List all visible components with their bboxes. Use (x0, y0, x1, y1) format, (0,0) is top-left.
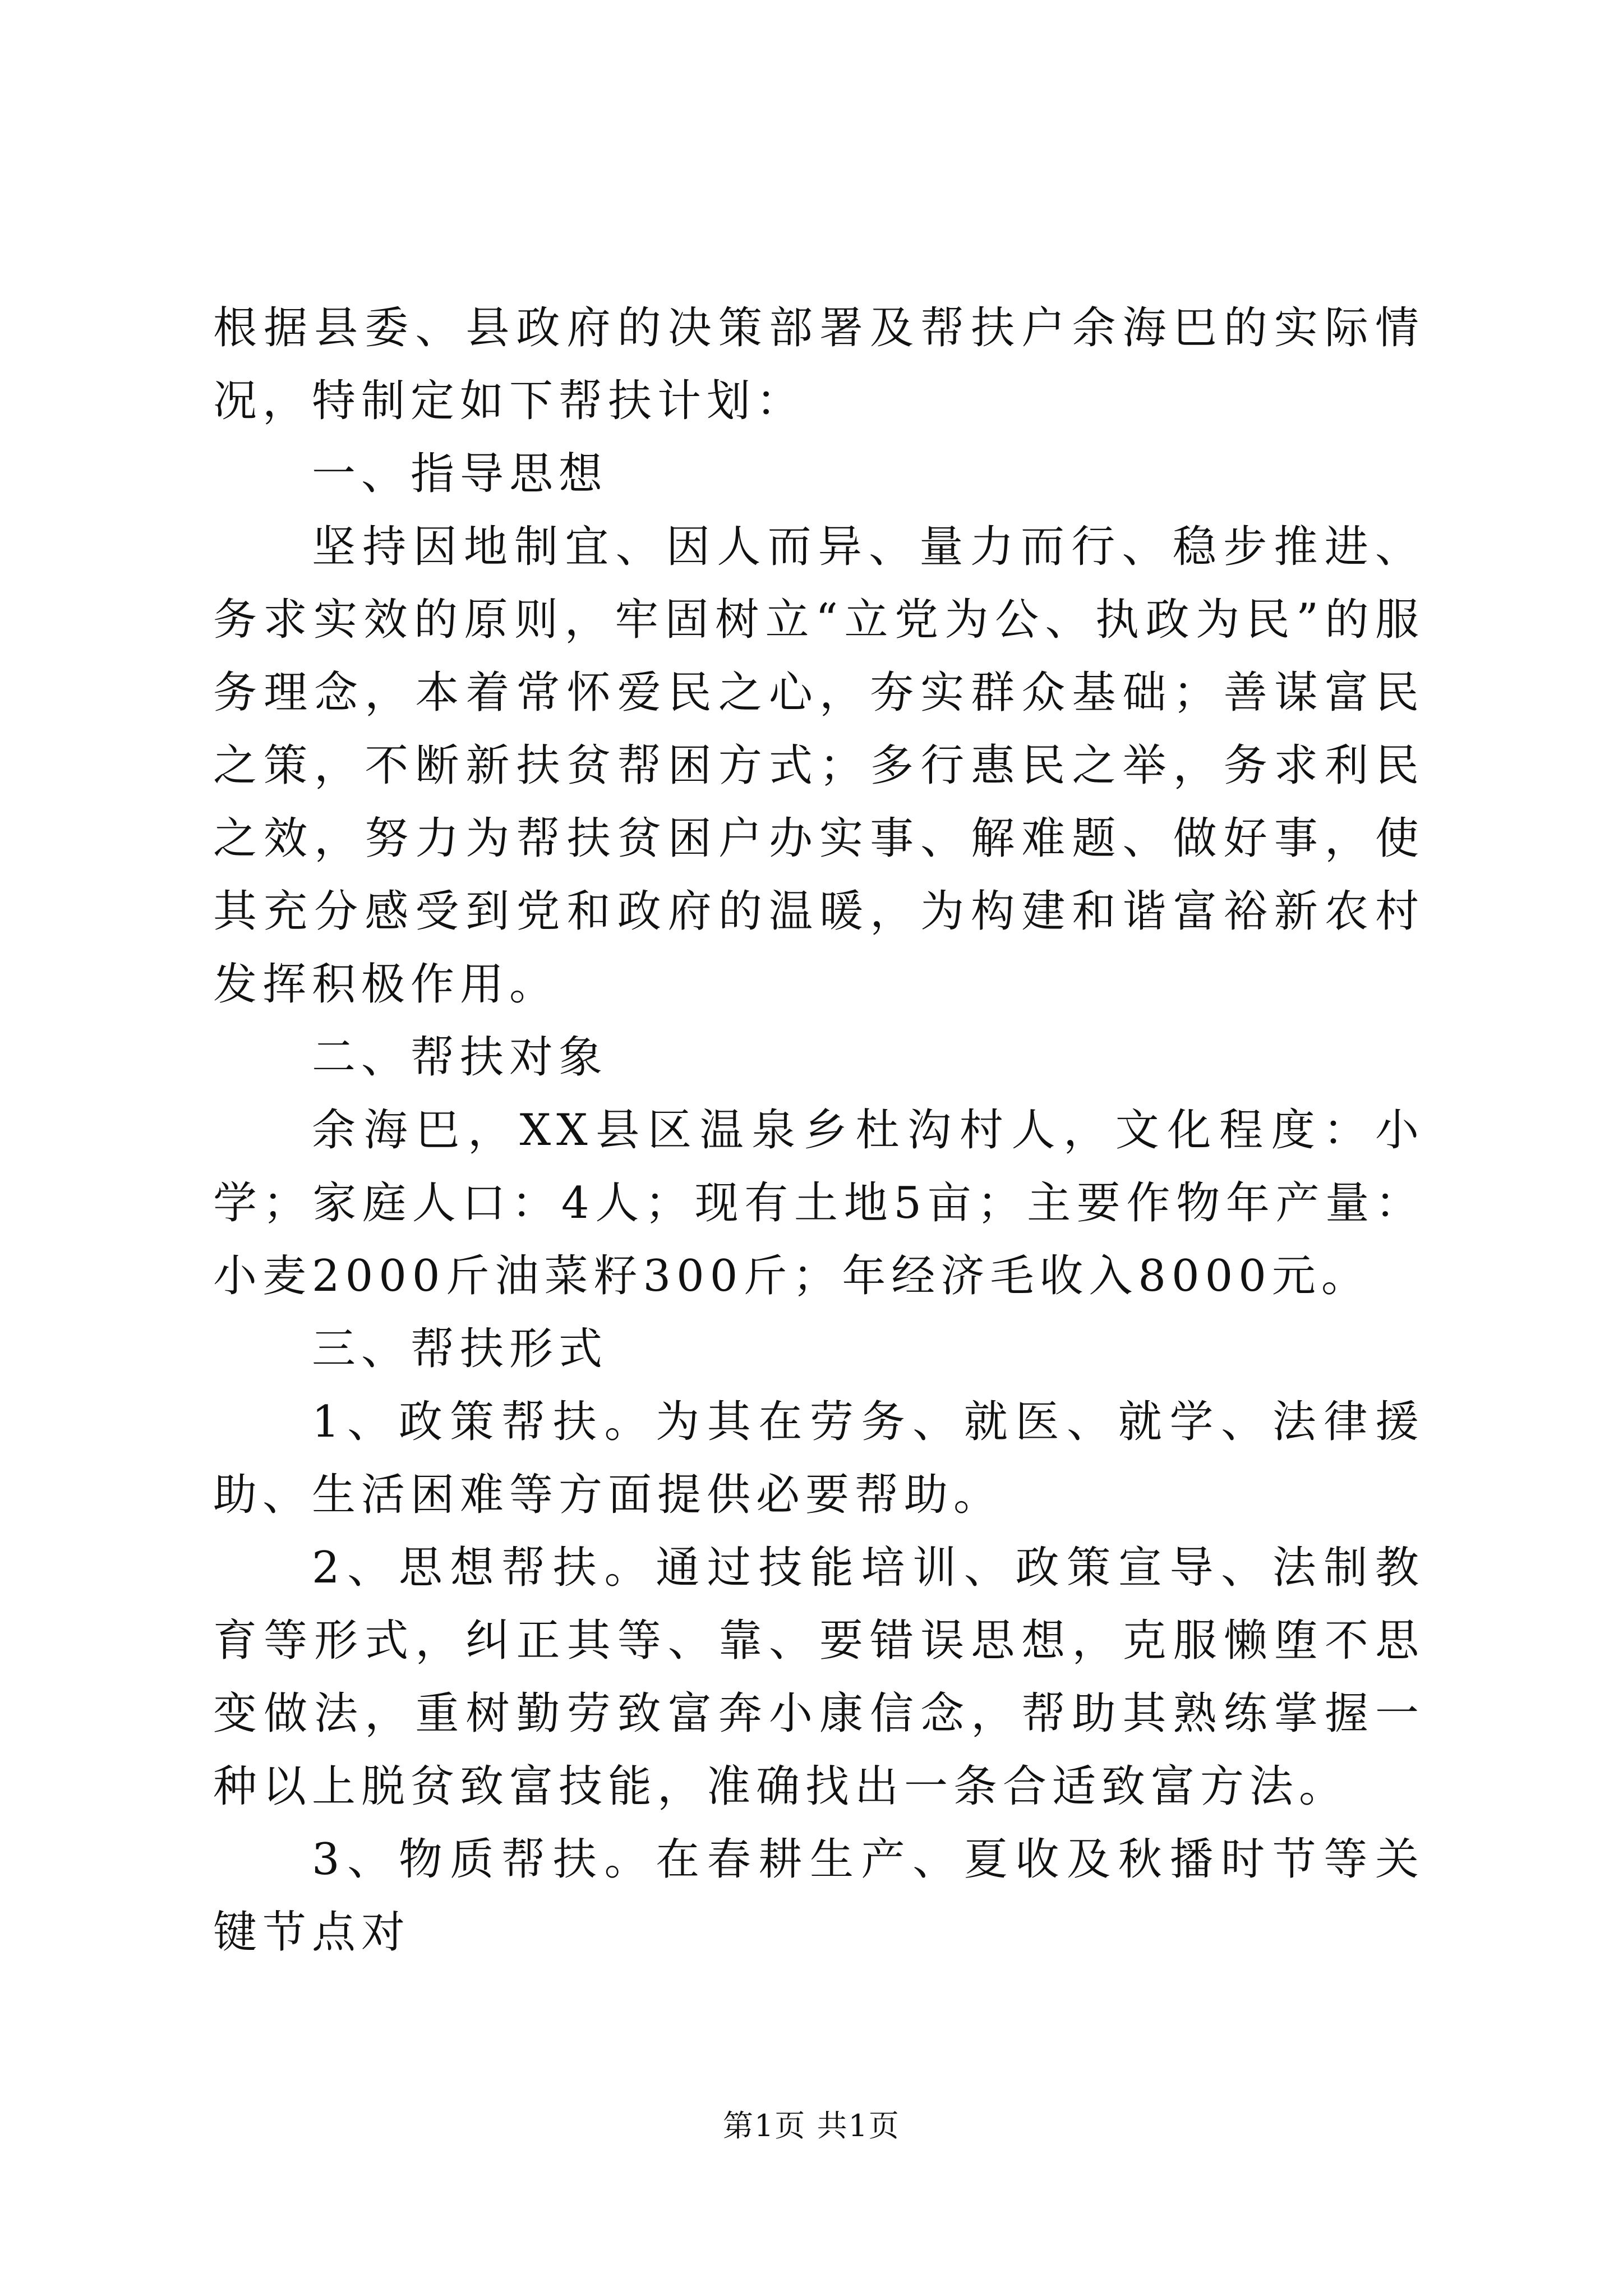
paragraph-intro: 根据县委、县政府的决策部署及帮扶户余海巴的实际情况，特制定如下帮扶计划： (213, 303, 1424, 426)
paragraph-ideological-assistance: 2、思想帮扶。通过技能培训、政策宣导、法制教育等形式，纠正其等、靠、要错误思想，克服懒堕不思变做法，重树勤劳致富奔小康信念，帮助其熟练掌握一种以上脱贫致富技能，准确找出一条合适致富方法。 (213, 1543, 1424, 1812)
paragraph-assistance-target: 余海巴，XX县区温泉乡杜沟村人，文化程度：小学；家庭人口：4人；现有土地5亩；主要作物年产量：小麦2000斤油菜籽300斤；年经济毛收入8000元。 (213, 1105, 1424, 1301)
paragraph-material-assistance: 3、物质帮扶。在春耕生产、夏收及秋播时节等关键节点对 (213, 1834, 1424, 1958)
page-footer: 第1页 共1页 (723, 2108, 900, 2143)
document-body (213, 292, 1424, 1969)
paragraph-guiding-thought: 坚持因地制宜、因人而异、量力而行、稳步推进、务求实效的原则，牢固树立“立党为公、执政为民”的服务理念，本着常怀爱民之心，夯实群众基础；善谋富民之策，不断新扶贫帮困方式；多行惠民之举，务求利民之效，努力为帮扶贫困户办实事、解难题、做好事，使其充分感受到党和政府的温暖，为构建和谐富裕新农村发挥积极作用。 (213, 522, 1424, 1010)
section-heading-assistance-target: 二、帮扶对象 (312, 1032, 608, 1083)
section-heading-assistance-form: 三、帮扶形式 (312, 1324, 608, 1374)
section-heading-guiding-thought: 一、指导思想 (312, 449, 608, 499)
paragraph-policy-assistance: 1、政策帮扶。为其在劳务、就医、就学、法律援助、生活困难等方面提供必要帮助。 (213, 1397, 1424, 1520)
